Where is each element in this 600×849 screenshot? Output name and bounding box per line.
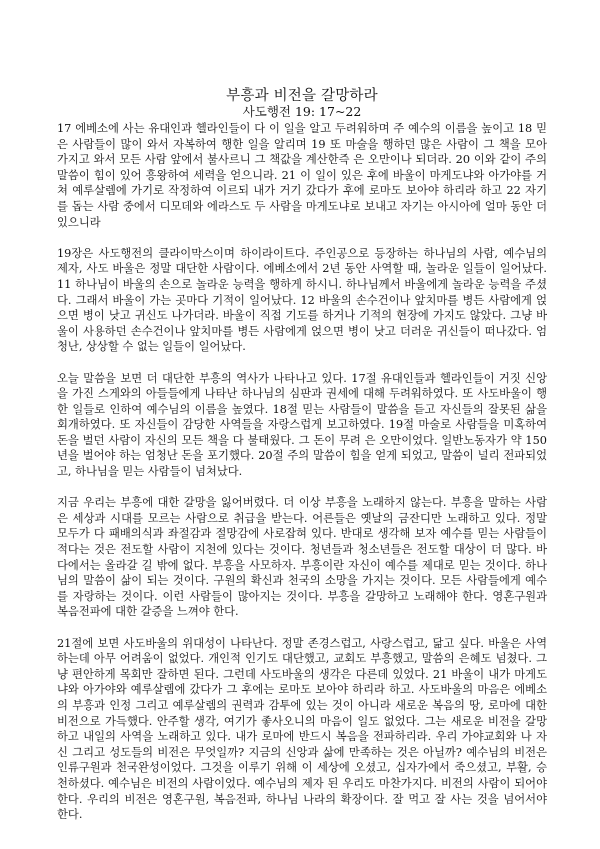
body-paragraph-4: 21절에 보면 사도바울의 위대성이 나타난다. 정말 존경스럽고, 사랑스럽고, 닮고 싶다. 바울은 사역하는데 아무 어려움이 없었다. 개인적 인기도 대단했고, 교회도 부흥했고, 말씀의 은혜도 넘쳤다. 그냥 편안하게 목회만 잘하면 된다. 그런데 사도바울의 생각은 다른데 있었다. 21 바울이 내가 마게도냐와 아가야와 예루살렘에 갔다가 그 후에는 로마도 보아야 하리라 하고. 사도바울의 마음은 에베소의 부흥과 인정 그리고 예루살렘의 권력과 감투에 있는 것이 아니라 새로운 복음의 땅, 로마에 대한 비전으로 가득했다. 안주할 생각, 여기가 좋사오니의 마음이 일도 없었다. 그는 새로운 비전을 갈망하고 내일의 사역을 노래하고 있다. 내가 로마에 반드시 복음을 전파하리라. 우리 가야교회와 나 자신 그리고 성도들의 비전은 무엇일까? 지금의 신앙과 삶에 만족하는 것은 아닐까? 예수님의 비전은 인류구원과 천국완성이었다. 그것을 이루기 위해 이 세상에 오셨고, 십자가에서 죽으셨고, 부활, 승천하셨다. 예수님은 비전의 사람이었다. 예수님의 제자 된 우리도 마찬가지다. 비전의 사람이 되어야 한다. 우리의 비전은 영혼구원, 복음전파, 하나님 나라의 확장이다. 잘 먹고 잘 사는 것을 넘어서야 한다.	[57, 636, 547, 822]
body-paragraph-2: 오늘 말씀을 보면 더 대단한 부흥의 역사가 나타나고 있다. 17절 유대인들과 헬라인들이 거짓 신앙을 가진 스게와의 아들들에게 나타난 하나님의 심판과 권세에 대해 두려워하였다. 또 사도바울이 행한 일들로 인하여 예수님의 이름을 높였다. 18절 믿는 사람들이 말씀을 듣고 자신들의 잘못된 삶을 회개하였다. 또 자신들이 감당한 사역들을 자랑스럽게 보고하였다. 19절 마술로 사람들을 미혹하여 돈을 벌던 사람이 자신의 모든 책을 다 불태웠다. 그 돈이 무려 은 오만이었다. 일반노동자가 약 150년을 벌어야 하는 엄청난 돈을 포기했다. 20절 주의 말씀이 힘을 얻게 되었고, 말씀이 널리 전파되었고, 하나님을 믿는 사람들이 넘쳐났다.	[57, 371, 547, 479]
scripture-passage: 17 에베소에 사는 유대인과 헬라인들이 다 이 일을 알고 두려워하며 주 예수의 이름을 높이고 18 믿은 사람들이 많이 와서 자복하여 행한 일을 알리며 19 또 마술을 행하던 많은 사람이 그 책을 모아 가지고 와서 모든 사람 앞에서 불사르니 그 책값을 계산한즉 은 오만이나 되더라. 20 이와 같이 주의 말씀이 힘이 있어 흥왕하여 세력을 얻으니라. 21 이 일이 있은 후에 바울이 마게도냐와 아가야를 거쳐 예루살렘에 가기로 작정하여 이르되 내가 거기 갔다가 후에 로마도 보아야 하리라 하고 22 자기를 돕는 사람 중에서 디모데와 에라스도 두 사람을 마게도냐로 보내고 자기는 아시아에 얼마 동안 더 있으니라	[57, 122, 547, 229]
sermon-title: 부흥과 비전을 갈망하라	[226, 88, 378, 104]
body-paragraph-3: 지금 우리는 부흥에 대한 갈망을 잃어버렸다. 더 이상 부흥을 노래하지 않는다. 부흥을 말하는 사람은 세상과 시대를 모르는 사람으로 취급을 받는다. 어른들은 옛날의 금잔디만 노래하고 있다. 정말 모두가 다 패배의식과 좌절감과 절망감에 사로잡혀 있다. 반대로 생각해 보자 예수를 믿는 사람들이 적다는 것은 전도할 사람이 지천에 있다는 것이다. 청년들과 청소년들은 전도할 대상이 더 많다. 바다에서는 올라갈 길 밖에 없다. 부흥을 사모하자. 부흥이란 자신이 예수를 제대로 믿는 것이다. 하나님의 말씀이 삶이 되는 것이다. 구원의 확신과 천국의 소망을 가지는 것이다. 모든 사람들에게 예수를 자랑하는 것이다. 이런 사람들이 많아지는 것이다. 부흥을 갈망하고 노래해야 한다. 영혼구원과 복음전파에 대한 갈증을 느껴야 한다.	[57, 496, 547, 619]
scripture-reference: 사도행전 19: 17~22	[242, 104, 362, 119]
body-paragraph-1: 19장은 사도행전의 클라이막스이며 하이라이트다. 주인공으로 등장하는 하나님의 사람, 예수님의 제자, 사도 바울은 정말 대단한 사람이다. 에베소에서 2년 동안 사역할 때, 놀라운 일들이 일어났다. 11 하나님이 바울의 손으로 놀라운 능력을 행하게 하시니. 하나님께서 바울에게 놀라운 능력을 주셨다. 그래서 바울이 가는 곳마다 기적이 일어났다. 12 바울의 손수건이나 앞치마를 병든 사람에게 얹으면 병이 낫고 귀신도 나가더라. 바울이 직접 기도를 하거나 기적의 현장에 가지도 않았다. 그냥 바울이 사용하던 손수건이나 앞치마를 병든 사람에게 얹으면 병이 낫고 더러운 귀신들이 떠나갔다. 엄청난, 상상할 수 없는 일들이 일어났다.	[57, 246, 547, 354]
sermon-page	[57, 88, 547, 823]
